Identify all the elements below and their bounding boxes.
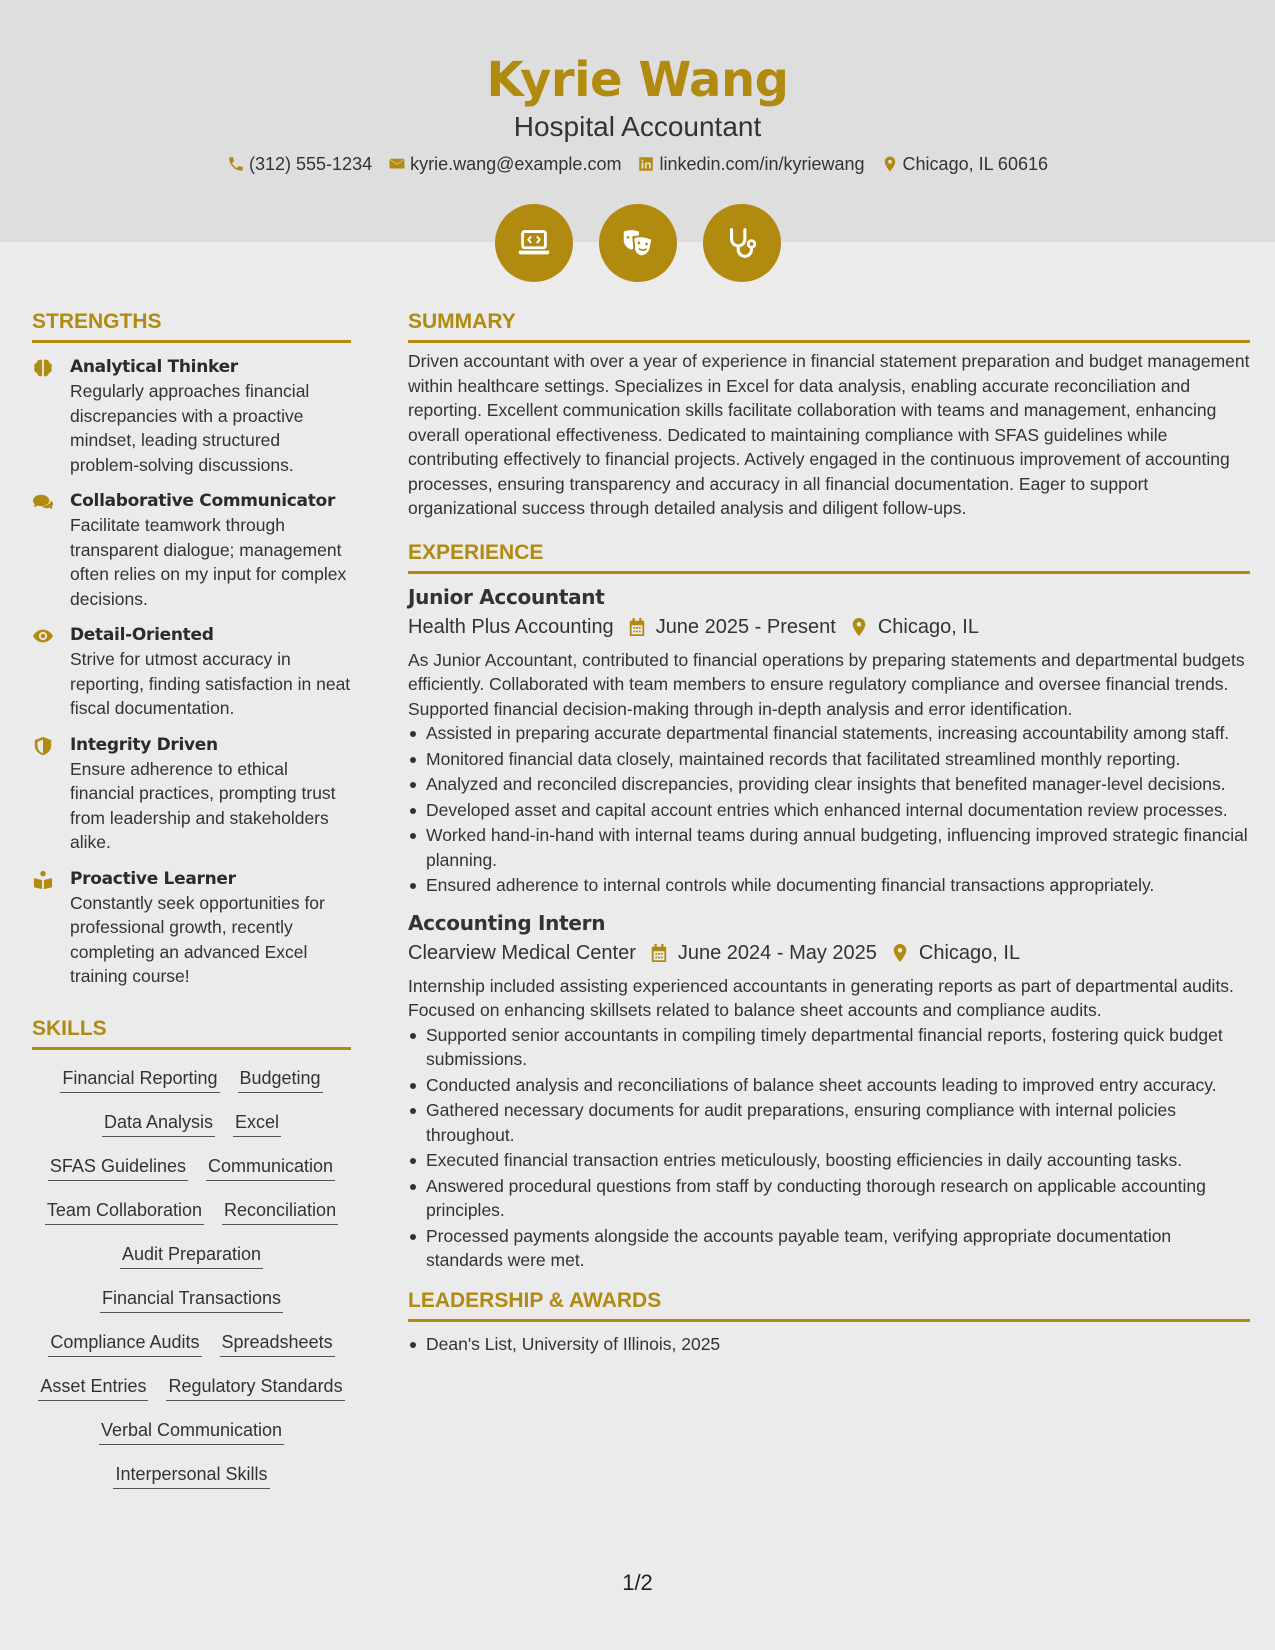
awards-list [408,1332,1250,1357]
interest-icons [0,204,1275,282]
list-item: Processed payments alongside the accounts payable team, verifying appropriate documentation standards were met. [408,1224,1250,1273]
skill-tag: Reconciliation [222,1198,338,1225]
linkedin-icon [637,155,655,173]
job-entry [408,908,1250,1273]
summary-heading: SUMMARY [408,308,1250,343]
phone-text: (312) 555-1234 [249,154,373,174]
list-item: Gathered necessary documents for audit preparations, ensuring compliance with internal policies throughout. [408,1098,1250,1147]
job-bullets [408,721,1250,898]
skill-tag: Communication [206,1154,335,1181]
candidate-role: Hospital Accountant [513,111,762,142]
strength-title: Detail-Oriented [70,625,214,645]
job-dates: June 2025 - Present [655,615,836,638]
email-text: kyrie.wang@example.com [410,154,622,174]
contact-linkedin[interactable] [637,152,864,176]
job-entry [408,582,1250,898]
brain-icon [32,358,54,378]
skill-tag: Spreadsheets [220,1330,335,1357]
job-description: Internship included assisting experienced accountants in generating reports as part of departmental audits. Focused on enhancing skillsets related to balance sheet accounts and compliance audits. [408,975,1234,1020]
summary-text: Driven accountant with over a year of experience in financial statement preparation and budget management within healthcare settings. Specializes in Excel for data analysis, enabling accurate reconciliation and reporting. Excellent communication skills facilitate collaboration with teams and management, enhancing overall operational effectiveness. Dedicated to maintaining compliance with SFAS guidelines while contributing effectively to financial projects. Actively engaged in the continuous improvement of accounting processes, ensuring transparency and accuracy in all financial documentation. Eager to support organizational success through detailed analysis and diligent follow-ups. [408,351,1250,518]
list-item: Analyzed and reconciled discrepancies, providing clear insights that benefited manager-level decisions. [408,772,1250,797]
contact-email[interactable] [388,152,621,176]
list-item: Ensured adherence to internal controls while documenting financial transactions appropriately. [408,873,1250,898]
list-item: Executed financial transaction entries meticulously, boosting efficiencies in daily accounting tasks. [408,1148,1250,1173]
strength-item [32,867,351,989]
skill-tag: Regulatory Standards [166,1374,344,1401]
linkedin-text: linkedin.com/in/kyriewang [659,154,865,174]
job-bullets [408,1023,1250,1273]
right-column [408,308,1250,1357]
job-company: Clearview Medical Center [408,941,636,964]
skill-tag: Audit Preparation [120,1242,263,1269]
strength-desc: Ensure adherence to ethical financial practices, prompting trust from leadership and stakeholders alike. [70,758,336,852]
strength-title: Analytical Thinker [70,357,238,377]
stethoscope-icon [703,204,781,282]
job-location: Chicago, IL [918,941,1021,964]
location-text: Chicago, IL 60616 [902,154,1048,174]
strengths-heading: STRENGTHS [32,308,351,343]
strength-item [32,489,351,611]
strength-item [32,623,351,721]
map-marker-icon [850,617,868,637]
job-title: Junior Accountant [408,584,605,609]
skill-tag: Team Collaboration [45,1198,204,1225]
page-number: 1/2 [622,1570,653,1595]
book-reader-icon [32,870,54,890]
skill-tag: Asset Entries [38,1374,148,1401]
strength-title: Proactive Learner [70,868,236,889]
envelope-icon [388,155,406,173]
contact-bar [0,152,1275,176]
job-description: As Junior Accountant, contributed to financial operations by preparing statements and departmental budgets efficiently. Collaborated with team members to ensure regulatory compliance and oversee financial trends. Supported financial decision-making through in-depth analysis and error identification. [408,649,1245,719]
strength-desc: Constantly seek opportunities for professional growth, recently completing an advanced Excel training course! [70,892,325,986]
calendar-icon [650,943,668,963]
theater-masks-icon [599,204,677,282]
contact-phone[interactable] [227,152,372,176]
skill-tag: Budgeting [238,1066,323,1093]
shield-icon [32,736,54,756]
awards-heading: LEADERSHIP & AWARDS [408,1287,1250,1322]
phone-icon [227,155,245,173]
skill-tag: Financial Reporting [60,1066,219,1093]
left-column [32,308,351,1489]
experience-heading: EXPERIENCE [408,539,1250,574]
job-dates: June 2024 - May 2025 [677,941,877,964]
strength-item [32,355,351,477]
list-item: Supported senior accountants in compiling timely departmental financial reports, fostering quick budget submissions. [408,1023,1250,1072]
list-item: Developed asset and capital account entries which enhanced internal documentation review processes. [408,798,1250,823]
skill-tag: SFAS Guidelines [48,1154,188,1181]
strength-desc: Facilitate teamwork through transparent dialogue; management often relies on my input for complex decisions. [70,515,347,609]
skill-tag: Excel [233,1110,281,1137]
job-title: Accounting Intern [408,910,606,935]
list-item: Conducted analysis and reconciliations of balance sheet accounts leading to improved entry accuracy. [408,1073,1250,1098]
job-location: Chicago, IL [877,615,979,638]
contact-location [881,152,1048,176]
strength-desc: Strive for utmost accuracy in reporting, finding satisfaction in neat fiscal documentation. [70,649,351,718]
skill-tag: Verbal Communication [99,1418,284,1445]
skill-tag: Interpersonal Skills [113,1462,269,1489]
strength-desc: Regularly approaches financial discrepancies with a proactive mindset, leading structured problem-solving discussions. [70,381,310,475]
skill-tag: Compliance Audits [48,1330,201,1357]
list-item: Dean's List, University of Illinois, 2025 [408,1332,1250,1357]
job-company: Health Plus Accounting [408,615,614,638]
job-meta [408,612,1250,642]
strength-title: Collaborative Communicator [70,491,336,511]
skill-tag: Financial Transactions [100,1286,283,1313]
comments-icon [32,492,54,512]
laptop-code-icon [495,204,573,282]
list-item: Monitored financial data closely, maintained records that facilitated streamlined monthly reporting. [408,747,1250,772]
list-item: Worked hand-in-hand with internal teams during annual budgeting, influencing improved strategic financial planning. [408,823,1250,872]
job-meta [408,938,1250,968]
skills-list [32,1066,351,1489]
map-marker-icon [881,155,899,173]
calendar-icon [628,617,646,637]
candidate-name: Kyrie Wang [486,52,789,108]
skill-tag: Data Analysis [102,1110,215,1137]
list-item: Assisted in preparing accurate departmental financial statements, increasing accountability among staff. [408,721,1250,746]
map-marker-icon [891,943,909,963]
eye-icon [32,626,54,646]
strength-item [32,733,351,855]
list-item: Answered procedural questions from staff by conducting thorough research on applicable accounting principles. [408,1174,1250,1223]
strength-title: Integrity Driven [70,734,218,755]
skills-heading: SKILLS [32,1015,351,1050]
